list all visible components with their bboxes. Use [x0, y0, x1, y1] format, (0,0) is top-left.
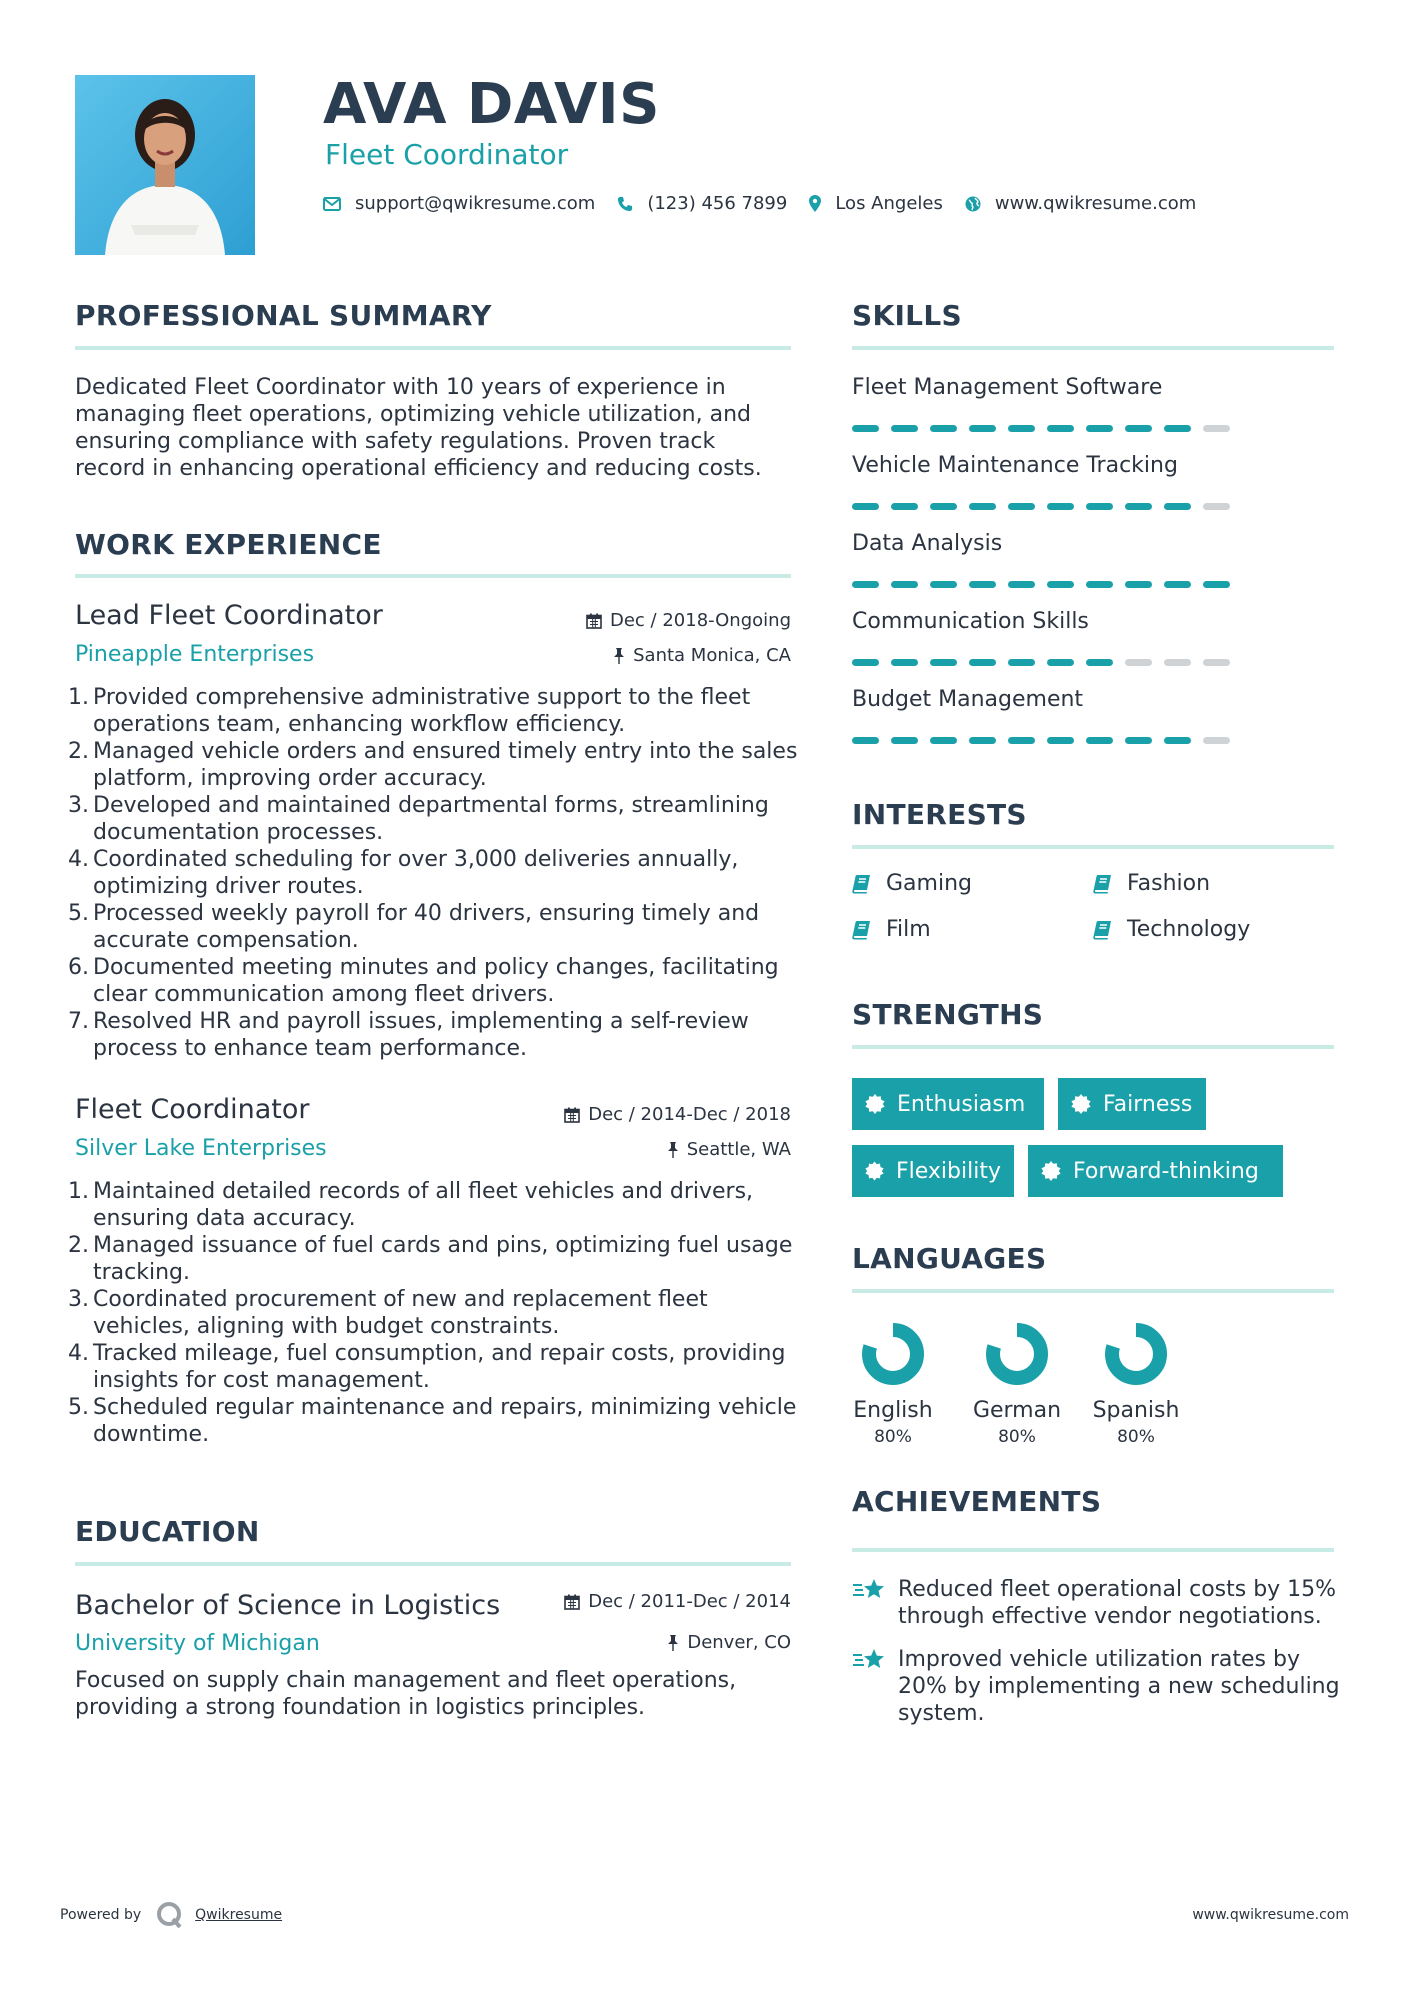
education-text: Focused on supply chain management and fleet operations, providing a strong foundation in logistics principles. [75, 1668, 737, 1720]
summary-text: Dedicated Fleet Coordinator with 10 years of experience in managing fleet operations, optimizing vehicle utilization, and ensuring compliance with safety regulations. Proven track record in enhancing operational efficiency and reducing costs. [75, 375, 762, 481]
phone-text: (123) 456 7899 [647, 193, 788, 214]
language-ring-1 [861, 1322, 925, 1386]
skill-dash [930, 425, 957, 432]
skill-rating-2 [852, 503, 1242, 510]
job-title-2: Fleet Coordinator [75, 1094, 310, 1125]
list-item: 3. Coordinated procurement of new and replacement fleet vehicles, aligning with budget constraints. [68, 1287, 708, 1339]
footer-brand-link[interactable]: Qwikresume [195, 1907, 283, 1923]
contact-location [809, 193, 943, 214]
work-heading: WORK EXPERIENCE [75, 528, 382, 561]
work-rule [75, 574, 791, 578]
summary-rule [75, 346, 791, 350]
skill-dash [1164, 503, 1191, 510]
skill-dash [891, 659, 918, 666]
skill-dash [969, 737, 996, 744]
job-date-text-2: Dec / 2014-Dec / 2018 [588, 1104, 791, 1125]
achievement-text-1: Reduced fleet operational costs by 15% through effective vendor negotiations. [898, 1577, 1337, 1629]
skill-dash [852, 425, 879, 432]
interest-label-2: Fashion [1127, 871, 1211, 896]
list-item: 5. Processed weekly payroll for 40 drivers, ensuring timely and accurate compensation. [68, 901, 760, 953]
skill-dash [1125, 737, 1152, 744]
achievements-rule [852, 1548, 1334, 1552]
contact-phone[interactable] [617, 193, 787, 214]
skill-dash [852, 737, 879, 744]
calendar-icon [564, 1594, 580, 1610]
skill-dash [1164, 425, 1191, 432]
skill-dash [1164, 659, 1191, 666]
job-location-text-1: Santa Monica, CA [633, 645, 791, 666]
skill-dash [1047, 503, 1074, 510]
languages-rule [852, 1289, 1334, 1293]
skill-dash [1203, 503, 1230, 510]
pushpin-icon [667, 1635, 679, 1651]
globe-icon [965, 196, 981, 212]
skill-dash [930, 503, 957, 510]
badge-icon [1071, 1094, 1091, 1114]
job-location-1 [613, 645, 791, 666]
skill-dash [1086, 425, 1113, 432]
skill-dash [891, 425, 918, 432]
interest-item-2 [1093, 871, 1210, 896]
list-item: 7. Resolved HR and payroll issues, implementing a self-review process to enhance team performance. [68, 1009, 749, 1061]
strength-chip-2 [1058, 1078, 1206, 1130]
summary-heading: PROFESSIONAL SUMMARY [75, 299, 492, 332]
pushpin-icon [667, 1142, 679, 1158]
list-item: 1. Maintained detailed records of all fleet vehicles and drivers, ensuring data accuracy. [68, 1179, 754, 1231]
skill-name-2: Vehicle Maintenance Tracking [852, 453, 1178, 478]
interest-label-1: Gaming [886, 871, 972, 896]
candidate-title: Fleet Coordinator [325, 138, 569, 171]
contact-email[interactable] [323, 193, 595, 214]
skill-dash [969, 503, 996, 510]
list-item: 4. Tracked mileage, fuel consumption, and repair costs, providing insights for cost management. [68, 1341, 786, 1393]
job-location-2 [667, 1139, 791, 1160]
badge-icon [1041, 1161, 1061, 1181]
skill-dash [1086, 581, 1113, 588]
education-location-text: Denver, CO [687, 1632, 791, 1653]
skill-dash [891, 737, 918, 744]
job-date-text-1: Dec / 2018-Ongoing [610, 610, 791, 631]
skill-dash [1047, 581, 1074, 588]
map-pin-icon [809, 195, 821, 212]
strength-chip-3 [852, 1145, 1014, 1197]
achievements-heading: ACHIEVEMENTS [852, 1485, 1102, 1518]
skill-dash [1086, 659, 1113, 666]
phone-icon [617, 196, 633, 212]
strengths-rule [852, 1045, 1334, 1049]
skill-dash [1008, 659, 1035, 666]
book-icon [852, 920, 872, 940]
list-item: 5. Scheduled regular maintenance and repairs, minimizing vehicle downtime. [68, 1395, 797, 1447]
skill-name-1: Fleet Management Software [852, 375, 1163, 400]
job-duties-2 [68, 1178, 798, 1448]
strength-chip-4 [1028, 1145, 1283, 1197]
degree-title: Bachelor of Science in Logistics [75, 1590, 501, 1621]
calendar-icon [564, 1107, 580, 1123]
language-name-2: German [972, 1398, 1062, 1423]
language-item-3 [1086, 1322, 1186, 1447]
skill-dash [1047, 737, 1074, 744]
strength-label-1: Enthusiasm [897, 1091, 1026, 1117]
powered-by-text: Powered by [60, 1907, 142, 1923]
list-item: 4. Coordinated scheduling for over 3,000 deliveries annually, optimizing driver routes. [68, 847, 739, 899]
footer-powered-by [60, 1900, 282, 1930]
candidate-name: AVA DAVIS [323, 72, 660, 137]
book-icon [852, 874, 872, 894]
skill-dash [1086, 737, 1113, 744]
achievement-item-2 [852, 1646, 1342, 1727]
skill-rating-5 [852, 737, 1242, 744]
badge-icon [865, 1094, 885, 1114]
interests-heading: INTERESTS [852, 798, 1027, 831]
interests-rule [852, 845, 1334, 849]
shooting-star-icon [852, 1578, 886, 1602]
envelope-icon [323, 197, 341, 211]
languages-heading: LANGUAGES [852, 1242, 1047, 1275]
language-ring-2 [985, 1322, 1049, 1386]
skill-rating-1 [852, 425, 1242, 432]
skill-dash [1008, 425, 1035, 432]
skill-name-4: Communication Skills [852, 609, 1089, 634]
interest-item-1 [852, 871, 972, 896]
skill-dash [1164, 581, 1191, 588]
education-location [667, 1632, 791, 1653]
skill-dash [969, 425, 996, 432]
skill-dash [1008, 581, 1035, 588]
language-percent-2: 80% [998, 1427, 1036, 1447]
skill-dash [969, 581, 996, 588]
job-company-2: Silver Lake Enterprises [75, 1136, 327, 1161]
skill-dash [1203, 659, 1230, 666]
book-icon [1093, 920, 1113, 940]
skills-rule [852, 346, 1334, 350]
skill-name-5: Budget Management [852, 687, 1084, 712]
interest-label-3: Film [886, 917, 931, 942]
skill-dash [1008, 503, 1035, 510]
education-date-text: Dec / 2011-Dec / 2014 [588, 1591, 791, 1612]
email-text: support@qwikresume.com [355, 193, 596, 214]
skill-dash [1125, 425, 1152, 432]
language-ring-3 [1104, 1322, 1168, 1386]
strength-label-4: Forward-thinking [1073, 1158, 1259, 1184]
contact-row [323, 193, 1218, 214]
book-icon [1093, 874, 1113, 894]
skill-dash [1008, 737, 1035, 744]
strength-chip-1 [852, 1078, 1044, 1130]
language-item-1 [843, 1322, 943, 1447]
achievement-item-1 [852, 1576, 1342, 1630]
skill-dash [969, 659, 996, 666]
skill-dash [891, 503, 918, 510]
skill-dash [891, 581, 918, 588]
website-text: www.qwikresume.com [994, 193, 1197, 214]
skills-heading: SKILLS [852, 299, 962, 332]
education-date [564, 1591, 791, 1612]
skill-dash [1047, 659, 1074, 666]
skill-dash [852, 659, 879, 666]
list-item: 6. Documented meeting minutes and policy changes, facilitating clear communication among fleet drivers. [68, 955, 779, 1007]
interest-item-4 [1093, 917, 1250, 942]
school-name: University of Michigan [75, 1631, 320, 1656]
job-title-1: Lead Fleet Coordinator [75, 600, 383, 631]
skill-dash [1125, 659, 1152, 666]
skill-rating-4 [852, 659, 1242, 666]
list-item: 2. Managed vehicle orders and ensured timely entry into the sales platform, improving order accuracy. [68, 739, 798, 791]
interest-item-3 [852, 917, 931, 942]
language-name-1: English [853, 1398, 933, 1423]
language-name-3: Spanish [1092, 1398, 1180, 1423]
list-item: 3. Developed and maintained departmental forms, streamlining documentation processes. [68, 793, 769, 845]
education-heading: EDUCATION [75, 1515, 260, 1548]
skill-dash [1086, 503, 1113, 510]
skill-dash [1203, 581, 1230, 588]
language-percent-3: 80% [1117, 1427, 1155, 1447]
skill-dash [930, 737, 957, 744]
pushpin-icon [613, 648, 625, 664]
profile-photo [75, 75, 255, 255]
badge-icon [865, 1161, 884, 1181]
interest-label-4: Technology [1127, 917, 1251, 942]
skill-dash [930, 581, 957, 588]
job-location-text-2: Seattle, WA [686, 1139, 791, 1160]
calendar-icon [586, 613, 602, 629]
qwikresume-logo-icon [155, 1900, 185, 1930]
skill-dash [852, 503, 879, 510]
job-date-2 [564, 1104, 791, 1125]
job-duties-1 [68, 684, 798, 1062]
skill-dash [1047, 425, 1074, 432]
language-percent-1: 80% [874, 1427, 912, 1447]
skill-dash [1125, 503, 1152, 510]
skill-dash [852, 581, 879, 588]
location-text: Los Angeles [835, 193, 943, 214]
skill-name-3: Data Analysis [852, 531, 1003, 556]
footer-website[interactable]: www.qwikresume.com [1192, 1907, 1349, 1923]
skill-dash [1125, 581, 1152, 588]
contact-website[interactable] [965, 193, 1196, 214]
achievement-text-2: Improved vehicle utilization rates by 20% by implementing a new scheduling system. [898, 1647, 1340, 1726]
skill-dash [1203, 425, 1230, 432]
list-item: 2. Managed issuance of fuel cards and pins, optimizing fuel usage tracking. [68, 1233, 793, 1285]
skill-dash [1164, 737, 1191, 744]
skill-dash [1203, 737, 1230, 744]
skill-dash [930, 659, 957, 666]
job-company-1: Pineapple Enterprises [75, 642, 315, 667]
strength-label-2: Fairness [1103, 1091, 1193, 1117]
shooting-star-icon [852, 1648, 886, 1672]
strengths-heading: STRENGTHS [852, 998, 1044, 1031]
skill-rating-3 [852, 581, 1242, 588]
language-item-2 [967, 1322, 1067, 1447]
list-item: 1. Provided comprehensive administrative support to the fleet operations team, enhancing workflow efficiency. [68, 685, 751, 737]
education-rule [75, 1562, 791, 1566]
job-date-1 [586, 610, 791, 631]
strength-label-3: Flexibility [896, 1158, 1001, 1184]
